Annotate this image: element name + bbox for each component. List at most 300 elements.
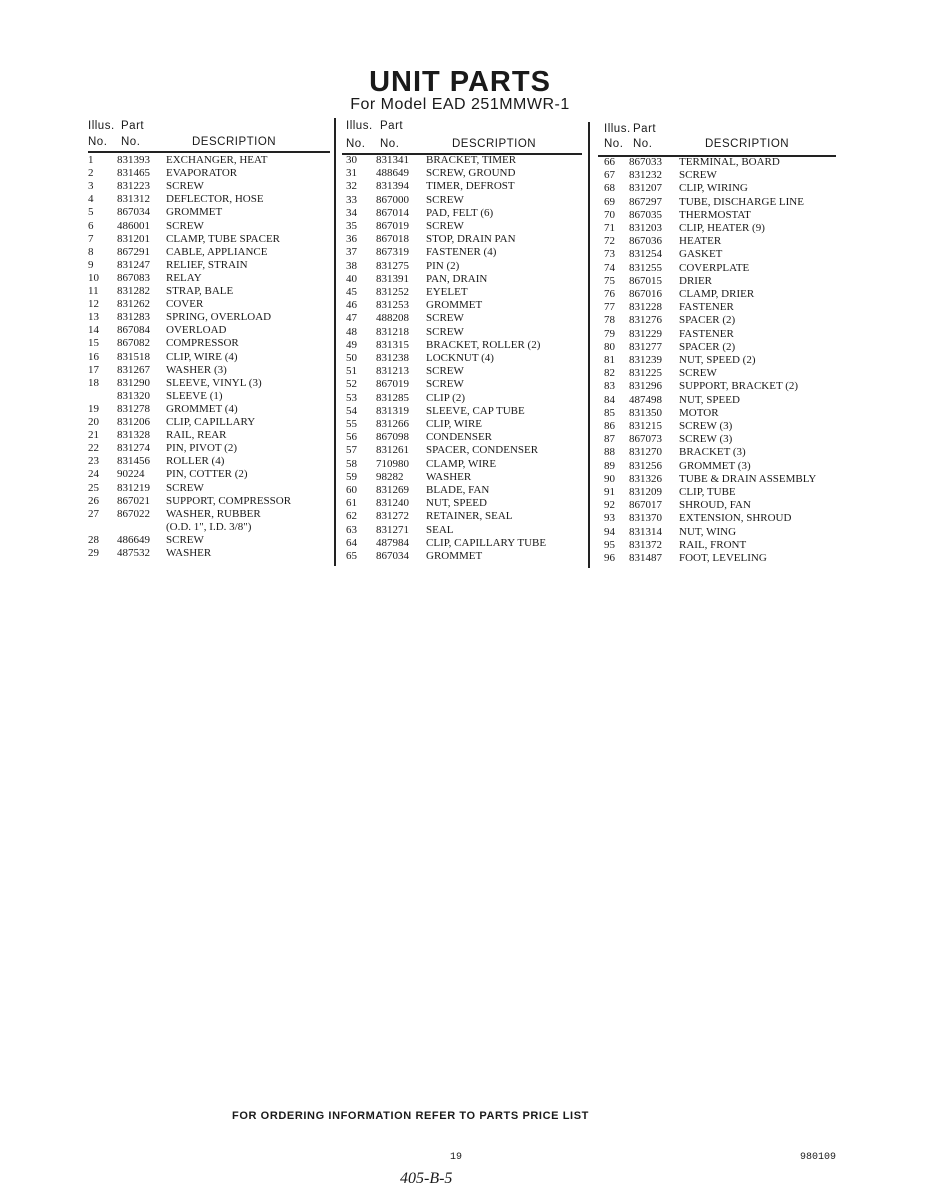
part-description: CLIP, CAPILLARY (166, 416, 256, 428)
parts-row (0, 512, 946, 525)
part-number: 831201 (117, 232, 150, 245)
illus-number: 70 (604, 208, 615, 221)
part-number: 867084 (117, 324, 150, 337)
part-number: 831320 (117, 389, 150, 402)
illus-number: 3 (88, 180, 94, 193)
header-description: DESCRIPTION (192, 136, 277, 148)
part-number: 831290 (117, 376, 150, 389)
parts-row (0, 433, 946, 446)
illus-number: 26 (88, 494, 99, 507)
parts-row (0, 169, 946, 182)
part-description: SPACER (2) (679, 314, 736, 327)
part-number: 831312 (117, 193, 150, 206)
illus-number: 84 (604, 393, 615, 406)
illus-number: 9 (88, 258, 94, 271)
part-description: SCREW (166, 219, 204, 232)
document-number: 980109 (800, 1152, 837, 1163)
illus-number: 52 (346, 378, 357, 391)
part-number: 831206 (117, 416, 150, 428)
part-description: GROMMET (426, 299, 483, 312)
part-description: SCREW (426, 325, 464, 338)
illus-number: 80 (604, 340, 615, 353)
part-description: SPACER, CONDENSER (426, 444, 539, 457)
part-number: 831223 (117, 180, 150, 193)
part-number: 867017 (629, 499, 662, 512)
part-description: ROLLER (4) (166, 455, 225, 468)
part-description: DEFLECTOR, HOSE (166, 193, 264, 206)
part-number: 867073 (629, 433, 662, 446)
part-number: 831266 (376, 418, 409, 430)
part-number: 831518 (117, 350, 150, 363)
illus-number: 29 (88, 547, 99, 559)
part-number: 831252 (376, 286, 409, 298)
illus-number: 35 (346, 220, 357, 232)
part-number: 867291 (117, 245, 150, 258)
part-description: SLEEVE (1) (166, 389, 223, 402)
part-number: 867033 (629, 156, 662, 168)
illus-number: 91 (604, 486, 615, 498)
parts-row (0, 367, 946, 380)
part-number: 831296 (629, 380, 662, 393)
parts-row (0, 391, 946, 407)
parts-row (0, 206, 946, 222)
part-description: SCREW (426, 193, 464, 206)
part-description: PIN, COTTER (2) (166, 468, 248, 481)
part-number: 831328 (117, 429, 150, 442)
part-number: 831253 (376, 299, 409, 312)
part-description: TUBE, DISCHARGE LINE (679, 195, 804, 208)
illus-number: 20 (88, 416, 99, 428)
illus-number: 90 (604, 472, 615, 485)
header-illus: Illus. (604, 123, 631, 135)
part-number: 831254 (629, 248, 662, 261)
parts-row (0, 325, 946, 341)
illus-number: 88 (604, 446, 615, 459)
part-number: 487532 (117, 547, 150, 559)
illus-number: 68 (604, 182, 615, 195)
part-number: 831276 (629, 314, 662, 327)
illus-number: 95 (604, 538, 615, 551)
illus-number: 25 (88, 481, 99, 494)
header-part: Part (121, 120, 145, 132)
part-description: COVER (166, 298, 204, 311)
parts-row (0, 470, 946, 486)
part-number: 867082 (117, 337, 150, 350)
illus-number: 8 (88, 245, 94, 258)
part-number: 867083 (117, 271, 150, 284)
illus-number: 92 (604, 499, 615, 512)
illus-number: 50 (346, 352, 357, 364)
illus-number: 94 (604, 525, 615, 538)
illus-number: 87 (604, 433, 615, 446)
illus-number: 82 (604, 367, 615, 380)
illus-number: 71 (604, 222, 615, 234)
part-description: GROMMET (4) (166, 402, 238, 415)
part-number: 831487 (629, 552, 662, 564)
illus-number: 67 (604, 169, 615, 182)
illus-number: 48 (346, 325, 357, 338)
illus-number: 5 (88, 206, 94, 219)
part-description: WASHER (426, 470, 472, 483)
part-number: 831278 (117, 402, 150, 415)
illus-number: 46 (346, 299, 357, 312)
illus-number: 85 (604, 406, 615, 419)
part-description: SLEEVE, CAP TUBE (426, 404, 525, 417)
parts-row (0, 486, 946, 499)
illus-number: 62 (346, 510, 357, 523)
part-number: 867035 (629, 208, 662, 221)
parts-row (0, 354, 946, 367)
part-number: 867019 (376, 378, 409, 391)
part-number: 831229 (629, 327, 662, 340)
illus-number: 63 (346, 523, 357, 536)
illus-number: 89 (604, 459, 615, 472)
part-number: 831314 (629, 525, 662, 538)
illus-number: 74 (604, 261, 615, 274)
illus-number: 79 (604, 327, 615, 340)
header-illus: Illus. (88, 120, 115, 132)
part-description: STRAP, BALE (166, 285, 234, 297)
illus-number: 10 (88, 271, 99, 284)
part-number: 867000 (376, 193, 409, 206)
parts-row (0, 380, 946, 393)
part-description: COVERPLATE (679, 261, 750, 274)
illus-number: 38 (346, 259, 357, 272)
parts-row (0, 314, 946, 327)
part-number: 98282 (376, 470, 404, 483)
part-description: RELIEF, STRAIN (166, 258, 248, 271)
part-description: GASKET (679, 248, 723, 261)
part-number: 831315 (376, 338, 409, 351)
part-number: 831238 (376, 352, 409, 364)
illus-number: 53 (346, 391, 357, 404)
part-description: CLIP (2) (426, 391, 466, 404)
parts-row (0, 446, 946, 459)
illus-number: 27 (88, 507, 99, 520)
part-number: 831272 (376, 510, 409, 523)
part-number: 831391 (376, 272, 409, 285)
part-number: 831213 (376, 365, 409, 378)
part-description: SCREW (679, 367, 717, 380)
part-description: SCREW (426, 365, 464, 378)
part-description: THERMOSTAT (679, 208, 751, 221)
part-number: 90224 (117, 468, 145, 481)
part-description: EXTENSION, SHROUD (679, 512, 792, 525)
part-description: CLAMP, DRIER (679, 288, 755, 300)
part-description: CLIP, WIRE (4) (166, 350, 238, 363)
illus-number: 16 (88, 350, 99, 363)
illus-number: 18 (88, 376, 99, 389)
illus-number: 49 (346, 338, 357, 351)
illus-number: 96 (604, 552, 615, 564)
part-description: FASTENER (4) (426, 246, 497, 259)
header-part-no: No. (633, 138, 653, 150)
part-number: 831285 (376, 391, 409, 404)
part-description: TIMER, DEFROST (426, 180, 515, 193)
model-subtitle: For Model EAD 251MMWR-1 (350, 96, 570, 113)
illus-number: 65 (346, 550, 357, 562)
part-number: 831240 (376, 497, 409, 510)
part-number: 831215 (629, 420, 662, 432)
header-illus-no: No. (88, 136, 108, 148)
illus-number: 19 (88, 402, 99, 415)
part-description: SEAL (426, 523, 454, 536)
part-description: CONDENSER (426, 431, 493, 444)
part-number: 831209 (629, 486, 662, 498)
part-description: SCREW (679, 169, 717, 182)
part-number: 831274 (117, 442, 150, 455)
header-rule (88, 151, 330, 153)
page-number: 19 (450, 1152, 463, 1163)
parts-row (0, 232, 946, 248)
part-description: NUT, SPEED (679, 393, 740, 406)
part-description: BRACKET, TIMER (426, 154, 517, 166)
part-number: 867016 (629, 288, 662, 300)
parts-row (0, 536, 946, 552)
illus-number: 23 (88, 455, 99, 468)
part-description: MOTOR (679, 406, 719, 419)
illus-number: 12 (88, 298, 99, 311)
illus-number: 83 (604, 380, 615, 393)
part-number: 867022 (117, 507, 150, 520)
part-number: 831394 (376, 180, 409, 193)
part-number: 867319 (376, 246, 409, 259)
part-description: FASTENER (679, 327, 734, 340)
header-description: DESCRIPTION (452, 138, 537, 150)
part-description: PAN, DRAIN (426, 272, 488, 285)
illus-number: 56 (346, 431, 357, 444)
parts-row (0, 338, 946, 354)
part-number: 831269 (376, 484, 409, 496)
part-number: 867098 (376, 431, 409, 444)
illus-number: 32 (346, 180, 357, 193)
illus-number: 14 (88, 324, 99, 337)
part-number: 831232 (629, 169, 662, 182)
header-illus: Illus. (346, 120, 373, 132)
part-description: DRIER (679, 274, 712, 287)
parts-row (0, 552, 946, 565)
part-description: FOOT, LEVELING (679, 552, 767, 564)
illus-number: 15 (88, 337, 99, 350)
part-description: FASTENER (679, 301, 734, 314)
part-number: 831225 (629, 367, 662, 380)
illus-number: 51 (346, 365, 357, 378)
part-description: GROMMET (3) (679, 459, 751, 472)
illus-number: 1 (88, 154, 94, 166)
part-description: BLADE, FAN (426, 484, 490, 496)
part-description: HEATER (679, 235, 722, 248)
part-description: SCREW (426, 378, 464, 391)
part-number: 831219 (117, 481, 150, 494)
illus-number: 4 (88, 193, 94, 206)
part-description: SUPPORT, BRACKET (2) (679, 380, 799, 393)
part-description: TERMINAL, BOARD (679, 156, 780, 168)
illus-number: 78 (604, 314, 615, 327)
part-description: SCREW, GROUND (426, 167, 516, 180)
part-number: 831341 (376, 154, 409, 166)
illus-number: 2 (88, 167, 94, 180)
header-part: Part (380, 120, 404, 132)
parts-row (0, 457, 946, 473)
parts-row (0, 182, 946, 195)
illus-number: 93 (604, 512, 615, 525)
part-description: TUBE & DRAIN ASSEMBLY (679, 472, 817, 485)
part-number: 831282 (117, 285, 150, 297)
part-description: CLIP, HEATER (9) (679, 222, 765, 234)
part-number: 831456 (117, 455, 150, 468)
part-description: RELAY (166, 271, 202, 284)
illus-number: 58 (346, 457, 357, 470)
part-number: 831255 (629, 261, 662, 274)
part-number: 831256 (629, 459, 662, 472)
part-number: 831465 (117, 167, 150, 180)
part-description: COMPRESSOR (166, 337, 239, 350)
part-description: WASHER, RUBBER (166, 507, 261, 520)
illus-number: 24 (88, 468, 99, 481)
part-description: PIN, PIVOT (2) (166, 442, 237, 455)
part-description: PIN (2) (426, 259, 460, 272)
illus-number: 66 (604, 156, 615, 168)
part-description: SCREW (166, 481, 204, 494)
part-description: EYELET (426, 286, 468, 298)
parts-row (0, 259, 946, 275)
page-title: UNIT PARTS (369, 66, 551, 98)
illus-number: 77 (604, 301, 615, 314)
header-description: DESCRIPTION (705, 138, 790, 150)
part-description: BRACKET (3) (679, 446, 746, 459)
part-number: 486649 (117, 533, 150, 546)
part-description: SLEEVE, VINYL (3) (166, 376, 262, 389)
part-description: RAIL, REAR (166, 429, 227, 442)
part-number: 831261 (376, 444, 409, 457)
part-description: CLIP, WIRE (426, 418, 483, 430)
part-number: 831270 (629, 446, 662, 459)
part-description: OVERLOAD (166, 324, 227, 337)
parts-row (0, 523, 946, 539)
part-number: 831218 (376, 325, 409, 338)
illus-number: 36 (346, 233, 357, 246)
header-illus-no: No. (604, 138, 624, 150)
illus-number: 45 (346, 286, 357, 298)
parts-row (0, 193, 946, 209)
handwritten-note: 405-B-5 (400, 1170, 453, 1187)
parts-row (0, 245, 946, 261)
illus-number: 73 (604, 248, 615, 261)
part-number: 867034 (117, 206, 150, 219)
illus-number: 17 (88, 363, 99, 376)
part-description: RETAINER, SEAL (426, 510, 513, 523)
part-description: SCREW (3) (679, 420, 733, 432)
part-number: 831275 (376, 259, 409, 272)
parts-row (0, 156, 946, 169)
part-description: SPACER (2) (679, 340, 736, 353)
part-description: SCREW (166, 533, 204, 546)
part-number: 831319 (376, 404, 409, 417)
illus-number: 31 (346, 167, 357, 180)
part-number: 831393 (117, 154, 150, 166)
part-number: 831350 (629, 406, 662, 419)
part-description: GROMMET (426, 550, 483, 562)
illus-number: 54 (346, 404, 357, 417)
illus-number: 69 (604, 195, 615, 208)
illus-number: 22 (88, 442, 99, 455)
part-description: NUT, WING (679, 525, 737, 538)
part-number: 831262 (117, 298, 150, 311)
part-description: STOP, DRAIN PAN (426, 233, 516, 246)
part-number: 488208 (376, 312, 409, 325)
illus-number: 59 (346, 470, 357, 483)
part-description: (O.D. 1", I.D. 3/8") (166, 520, 252, 533)
illus-number: 13 (88, 311, 99, 324)
illus-number: 55 (346, 418, 357, 430)
part-number: 831370 (629, 512, 662, 525)
parts-row (0, 499, 946, 512)
part-description: NUT, SPEED (426, 497, 487, 510)
part-description: SCREW (166, 180, 204, 193)
part-number: 867036 (629, 235, 662, 248)
part-description: CLIP, CAPILLARY TUBE (426, 536, 547, 549)
part-number: 867021 (117, 494, 150, 507)
header-part: Part (633, 123, 657, 135)
part-number: 831207 (629, 182, 662, 195)
part-description: NUT, SPEED (2) (679, 354, 756, 366)
illus-number: 86 (604, 420, 615, 432)
part-description: WASHER (166, 547, 212, 559)
part-number: 831247 (117, 258, 150, 271)
illus-number: 11 (88, 285, 99, 297)
part-number: 710980 (376, 457, 409, 470)
illus-number: 57 (346, 444, 357, 457)
part-description: EXCHANGER, HEAT (166, 154, 268, 166)
ordering-note: FOR ORDERING INFORMATION REFER TO PARTS PRICE LIST (232, 1110, 589, 1122)
part-number: 487498 (629, 393, 662, 406)
part-number: 867018 (376, 233, 409, 246)
illus-number: 33 (346, 193, 357, 206)
part-number: 867019 (376, 220, 409, 232)
part-description: WASHER (3) (166, 363, 227, 376)
part-description: SCREW (426, 220, 464, 232)
illus-number: 61 (346, 497, 357, 510)
part-number: 867034 (376, 550, 409, 562)
illus-number: 72 (604, 235, 615, 248)
part-number: 867015 (629, 274, 662, 287)
part-description: CLIP, TUBE (679, 486, 736, 498)
part-number: 831271 (376, 523, 409, 536)
parts-row (0, 219, 946, 235)
parts-row (0, 420, 946, 433)
parts-row (0, 272, 946, 288)
part-number: 831277 (629, 340, 662, 353)
illus-number: 37 (346, 246, 357, 259)
illus-number: 81 (604, 354, 615, 366)
illus-number: 21 (88, 429, 99, 442)
part-number: 486001 (117, 219, 150, 232)
header-part-no: No. (121, 136, 141, 148)
illus-number: 60 (346, 484, 357, 496)
part-description: CABLE, APPLIANCE (166, 245, 268, 258)
parts-row (0, 404, 946, 420)
part-description: SCREW (426, 312, 464, 325)
header-part-no: No. (380, 138, 400, 150)
illus-number: 34 (346, 206, 357, 219)
part-description: CLAMP, WIRE (426, 457, 497, 470)
part-description: CLAMP, TUBE SPACER (166, 232, 281, 245)
illus-number: 47 (346, 312, 357, 325)
part-description: SCREW (3) (679, 433, 733, 446)
illus-number: 30 (346, 154, 357, 166)
part-description: CLIP, WIRING (679, 182, 748, 195)
illus-number: 6 (88, 219, 94, 232)
